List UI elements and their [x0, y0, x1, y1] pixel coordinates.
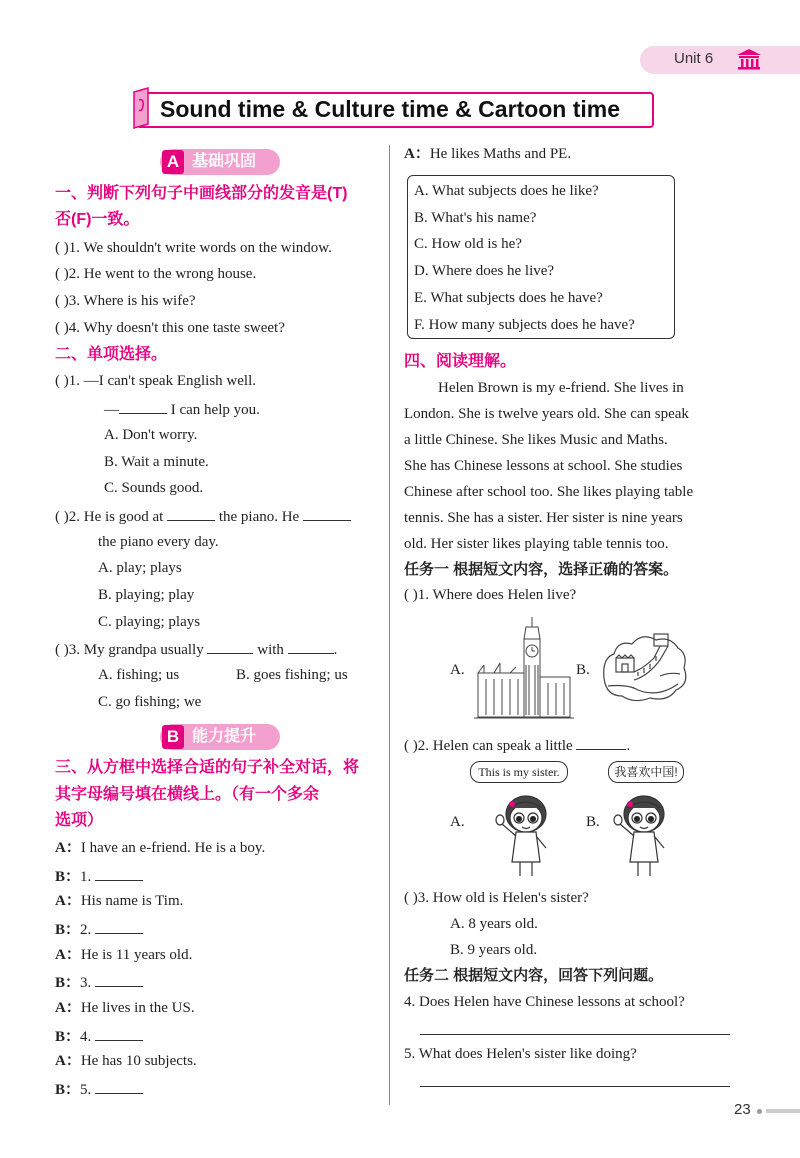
music-note-icon [128, 86, 158, 132]
dialogue-line: A：His name is Tim. [55, 893, 184, 909]
part3-heading: 三、从方框中选择合适的句子补全对话，将 [55, 759, 360, 776]
task2-heading: 任务二 根据短文内容，回答下列问题。 [404, 967, 664, 984]
q1-stem: ( )1. —I can't speak English well. [55, 373, 256, 389]
dialogue-line: B：5. [55, 1078, 143, 1100]
unit-tab [640, 46, 800, 74]
q3-option: C. go fishing; we [98, 694, 202, 710]
option-a-label: A. [450, 814, 465, 830]
option-item: C. How old is he? [414, 236, 522, 252]
part3-heading-cont: 选项） [55, 812, 104, 829]
dialogue-line: A：He likes Maths and PE. [404, 146, 572, 162]
answer-line [420, 1086, 730, 1087]
option-item: F. How many subjects does he have? [414, 317, 635, 333]
option-b-label: B. [576, 662, 590, 678]
dialogue-line: A：He has 10 subjects. [55, 1053, 197, 1069]
part1-item: ( )3. Where is his wife? [55, 293, 196, 309]
dialogue-line: B：2. [55, 918, 143, 940]
answer-line [420, 1034, 730, 1035]
part4-heading: 四、阅读理解。 [404, 353, 517, 370]
q2-option: A. play; plays [98, 560, 182, 576]
dialogue-line: A：He lives in the US. [55, 1000, 195, 1016]
dialogue-line: B：4. [55, 1025, 143, 1047]
dialogue-line: A：I have an e-friend. He is a boy. [55, 840, 266, 856]
part3-heading-cont: 其字母编号填在横线上。（有一个多余 [55, 786, 320, 803]
q3-option: A. fishing; us [98, 667, 180, 683]
reading-q1: ( )1. Where does Helen live? [404, 587, 577, 603]
part2-heading: 二、单项选择。 [55, 346, 168, 363]
q1-option: C. Sounds good. [104, 480, 204, 496]
girl-waving-picture [610, 784, 676, 880]
option-item: D. Where does he live? [414, 263, 555, 279]
reading-q5: 5. What does Helen's sister like doing? [404, 1046, 637, 1062]
speech-bubble-b: 我喜欢中国! [608, 761, 684, 783]
dialogue-line: A：He is 11 years old. [55, 947, 193, 963]
option-item: A. What subjects does he like? [414, 183, 599, 199]
page-number: 23 [734, 1101, 751, 1118]
page-title: Sound time & Culture time & Cartoon time [160, 96, 621, 122]
passage-line: a little Chinese. She likes Music and Maths. [404, 432, 668, 448]
passage-line: Helen Brown is my e-friend. She lives in [438, 380, 684, 396]
big-ben-picture [474, 615, 574, 721]
section-a-letter: A [162, 150, 184, 174]
column-divider [389, 145, 390, 1105]
q3-option: B. goes fishing; us [236, 667, 348, 683]
q2-option: B. playing; play [98, 587, 195, 603]
reading-q2: ( )2. Helen can speak a little . [404, 734, 630, 756]
temple-icon [736, 47, 762, 71]
part1-item: ( )4. Why doesn't this one taste sweet? [55, 320, 285, 336]
q1-option: B. Wait a minute. [104, 454, 209, 470]
section-b-letter: B [162, 725, 184, 749]
part1-item: ( )1. We shouldn't write words on the window. [55, 240, 332, 256]
q2-stem-cont: the piano every day. [98, 534, 219, 550]
part1-heading: 一、判断下列句子中画线部分的发音是(T) [55, 185, 348, 202]
speech-bubble-a: This is my sister. [470, 761, 568, 783]
q1-option: A. Don't worry. [104, 427, 198, 443]
q3-option: B. 9 years old. [450, 942, 538, 958]
footer-dot [757, 1109, 762, 1114]
part1-item: ( )2. He went to the wrong house. [55, 266, 257, 282]
q2-option: C. playing; plays [98, 614, 201, 630]
option-item: E. What subjects does he have? [414, 290, 603, 306]
task1-heading: 任务一 根据短文内容，选择正确的答案。 [404, 561, 679, 578]
unit-label: Unit 6 [674, 50, 714, 67]
option-b-label: B. [586, 814, 600, 830]
girl-waving-picture [492, 784, 558, 880]
q1-reply: — I can help you. [104, 398, 260, 420]
passage-line: She has Chinese lessons at school. She studies [404, 458, 683, 474]
q3-stem: ( )3. My grandpa usually with . [55, 638, 337, 660]
great-wall-picture [598, 628, 690, 704]
footer-bar [766, 1109, 800, 1113]
passage-line: London. She is twelve years old. She can speak [404, 406, 689, 422]
passage-line: old. Her sister likes playing table tennis too. [404, 536, 669, 552]
dialogue-line: B：3. [55, 971, 143, 993]
reading-q4: 4. Does Helen have Chinese lessons at school? [404, 994, 685, 1010]
reading-q3: ( )3. How old is Helen's sister? [404, 890, 589, 906]
section-a-title: 基础巩固 [192, 153, 257, 170]
q3-option: A. 8 years old. [450, 916, 538, 932]
option-a-label: A. [450, 662, 465, 678]
q2-stem: ( )2. He is good at the piano. He [55, 505, 351, 527]
passage-line: tennis. She has a sister. Her sister is nine years [404, 510, 683, 526]
section-b-title: 能力提升 [192, 728, 257, 745]
dialogue-line: B：1. [55, 865, 143, 887]
option-item: B. What's his name? [414, 210, 537, 226]
part1-heading-cont: 否(F)一致。 [55, 211, 140, 228]
passage-line: Chinese after school too. She likes playing table [404, 484, 694, 500]
